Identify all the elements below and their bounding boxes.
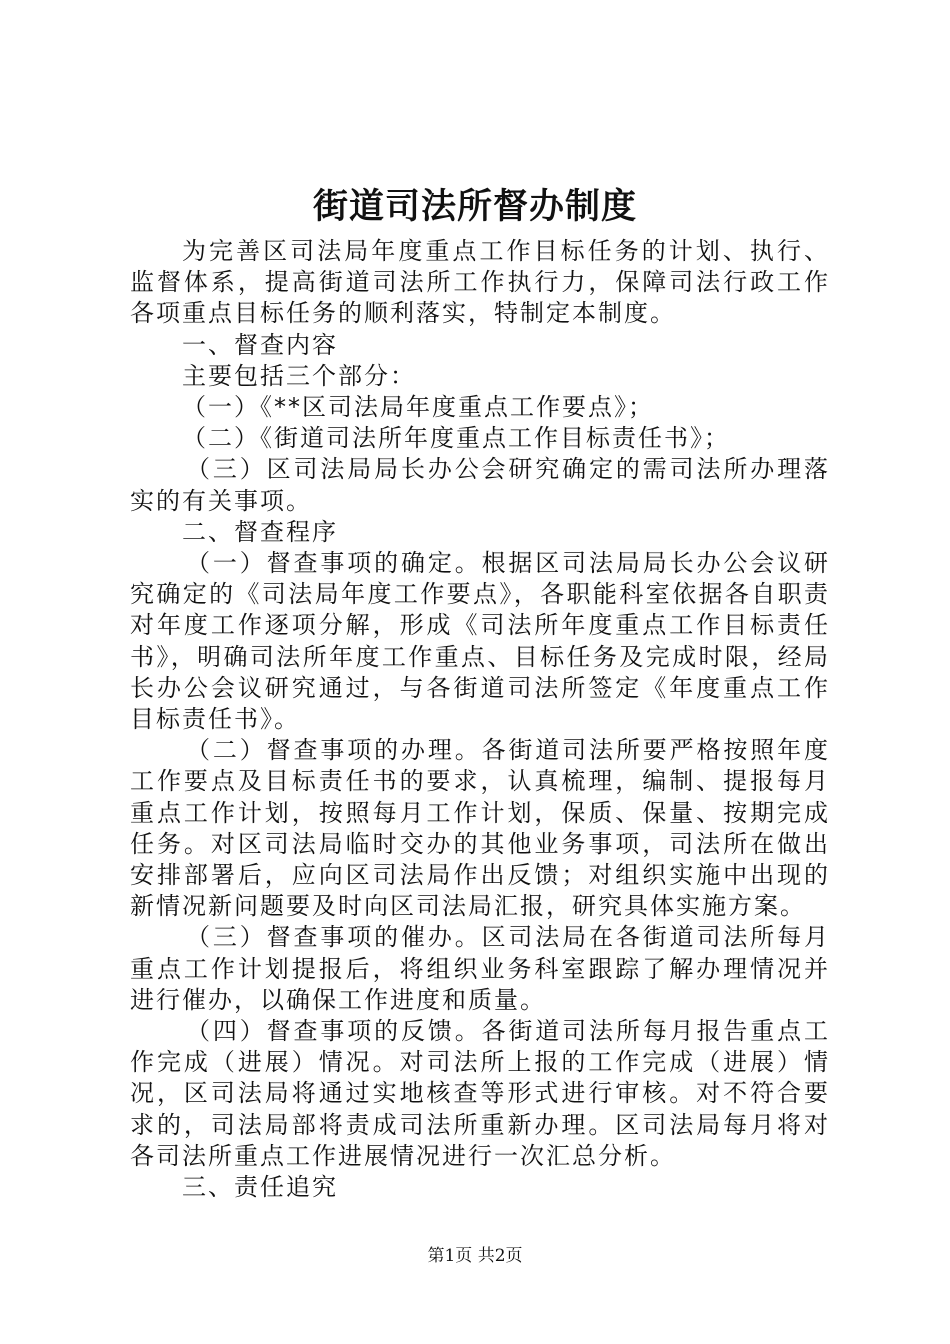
heading-section-2: 二、督查程序 (182, 517, 338, 546)
paragraph-procedure-3: （三）督查事项的催办。区司法局在各街道司法所每月重点工作计划提报后，将组织业务科室跟踪了解办理情况并进行催办，以确保工作进度和质量。 (130, 923, 830, 1014)
heading-section-1: 一、督查内容 (182, 330, 338, 359)
document-body (130, 236, 830, 1203)
heading-section-3: 三、责任追究 (182, 1173, 338, 1202)
list-item-2: （二）《街道司法所年度重点工作目标责任书》； (182, 424, 730, 453)
paragraph-parts-intro: 主要包括三个部分： (182, 361, 416, 390)
paragraph-procedure-1: （一）督查事项的确定。根据区司法局局长办公会议研究确定的《司法局年度工作要点》，各职能科室依据各自职责对年度工作逐项分解，形成《司法所年度重点工作目标责任书》，明确司法所年度工作重点、目标任务及完成时限，经局长办公会议研究通过，与各街道司法所签定《年度重点工作目标责任书》。 (130, 549, 830, 734)
list-item-1: （一）《**区司法局年度重点工作要点》； (182, 393, 654, 422)
document-title: 街道司法所督办制度 (312, 186, 637, 227)
list-item-3: （三）区司法局局长办公会研究确定的需司法所办理落实的有关事项。 (130, 455, 830, 515)
paragraph-procedure-4: （四）督查事项的反馈。各街道司法所每月报告重点工作完成（进展）情况。对司法所上报的工作完成（进展）情况，区司法局将通过实地核查等形式进行审核。对不符合要求的，司法局部将责成司法所重新办理。区司法局每月将对各司法所重点工作进展情况进行一次汇总分析。 (130, 1017, 830, 1170)
paragraph-procedure-2: （二）督查事项的办理。各街道司法所要严格按照年度工作要点及目标责任书的要求，认真梳理，编制、提报每月重点工作计划，按照每月工作计划，保质、保量、按期完成任务。对区司法局临时交办的其他业务事项，司法所在做出安排部署后，应向区司法局作出反馈；对组织实施中出现的新情况新问题要及时向区司法局汇报，研究具体实施方案。 (130, 736, 830, 921)
page-footer: 第1页 共2页 (427, 1246, 523, 1266)
paragraph-intro: 为完善区司法局年度重点工作目标任务的计划、执行、监督体系，提高街道司法所工作执行力，保障司法行政工作各项重点目标任务的顺利落实，特制定本制度。 (130, 237, 830, 328)
